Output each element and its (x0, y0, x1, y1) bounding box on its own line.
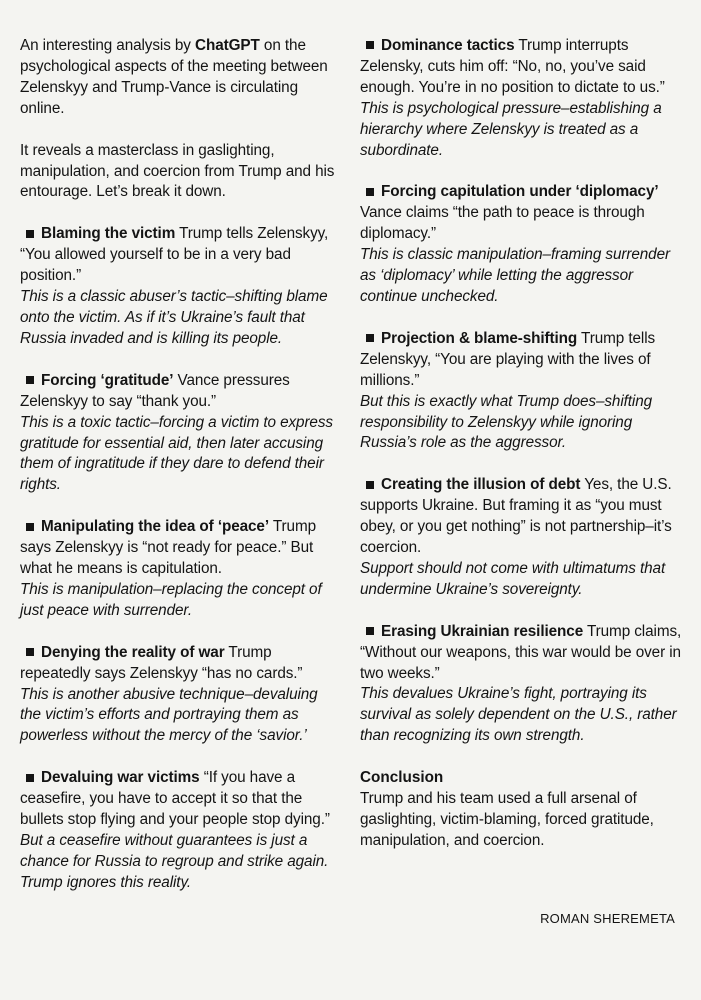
section-forcing-gratitude (20, 371, 342, 496)
section-quote: Trump tells Zelenskyy, “You allowed yourself to be in a very bad position.” (20, 225, 329, 285)
section-heading: Erasing Ukrainian resilience (381, 622, 584, 640)
section-projection (360, 329, 682, 454)
section-analysis: This is psychological pressure–establishing a hierarchy where Zelenskyy is treated as a subordinate. (360, 99, 662, 159)
intro-block-2 (20, 141, 342, 204)
section-analysis: This devalues Ukraine’s fight, portraying its survival as solely dependent on the U.S., rather than recognizing its own strength. (360, 685, 677, 745)
square-bullet-icon (366, 481, 374, 489)
section-heading: Projection & blame-shifting (381, 329, 578, 347)
section-heading: Manipulating the idea of ‘peace’ (41, 518, 269, 536)
section-quote: Trump tells Zelenskyy, “You are playing with the lives of millions.” (360, 329, 656, 389)
section-manipulating-peace (20, 517, 342, 622)
intro (20, 36, 342, 120)
intro-paragraph-2: It reveals a masterclass in gaslighting, manipulation, and coercion from Trump and his entourage. Let’s break it down. (20, 141, 335, 201)
section-heading: Dominance tactics (381, 37, 515, 54)
square-bullet-icon (26, 523, 34, 531)
section-blaming-victim (20, 224, 342, 349)
section-heading: Blaming the victim (41, 225, 176, 243)
square-bullet-icon (26, 230, 34, 238)
square-bullet-icon (26, 774, 34, 782)
right-column (360, 36, 682, 873)
section-quote: Trump claims, “Without our weapons, this war would be over in two weeks.” (360, 622, 682, 682)
section-analysis: This is a toxic tactic–forcing a victim to express gratitude for essential aid, then later accusing them of ingratitude if they dare to defend their rights. (20, 413, 333, 494)
section-analysis: This is a classic abuser’s tactic–shifting blame onto the victim. As if it’s Ukraine’s fault that Russia invaded and is killing its people. (20, 288, 328, 347)
section-heading: Creating the illusion of debt (381, 476, 581, 494)
conclusion-title: Conclusion (360, 769, 444, 787)
section-heading: Forcing ‘gratitude’ (41, 371, 174, 389)
section-analysis: But this is exactly what Trump does–shifting responsibility to Zelenskyy while ignoring Russia’s role as the aggressor. (360, 392, 653, 452)
section-quote: Vance pressures Zelenskyy to say “thank you.” (20, 371, 290, 410)
intro-paragraph-1: An interesting analysis by ChatGPT on the psychological aspects of the meeting between Zelenskyy and Trump-Vance is circulating online. (20, 37, 328, 117)
section-quote: Vance claims “the path to peace is through diplomacy.” (360, 204, 645, 243)
section-quote: Trump repeatedly says Zelenskyy “has no cards.” (20, 643, 303, 682)
section-quote: Yes, the U.S. supports Ukraine. But framing it as “you must obey, or you get nothing” is not partnership–it’s coercion. (360, 476, 672, 557)
square-bullet-icon (26, 376, 34, 384)
section-forcing-capitulation (360, 182, 682, 307)
section-heading: Forcing capitulation under ‘diplomacy’ (381, 183, 659, 201)
section-heading: Denying the reality of war (41, 643, 225, 661)
square-bullet-icon (366, 188, 374, 196)
left-column (20, 36, 342, 915)
square-bullet-icon (366, 41, 374, 49)
conclusion-text: Trump and his team used a full arsenal of gaslighting, victim-blaming, forced gratitude, manipulation, and coercion. (360, 790, 654, 849)
section-erasing-resilience (360, 622, 682, 747)
section-denying-reality (20, 643, 342, 748)
section-quote: Trump says Zelenskyy is “not ready for peace.” But what he means is capitulation. (20, 518, 317, 578)
section-heading: Devaluing war victims (41, 769, 200, 787)
section-analysis: Support should not come with ultimatums that undermine Ukraine’s sovereignty. (360, 559, 666, 598)
section-analysis: This is manipulation–replacing the concept of just peace with surrender. (20, 580, 322, 619)
section-illusion-debt (360, 475, 682, 600)
section-quote: “If you have a ceasefire, you have to accept it so that the bullets stop flying and your people stop dying.” (20, 769, 330, 829)
section-analysis: But a ceasefire without guarantees is just a chance for Russia to regroup and strike again. Trump ignores this reality. (20, 832, 329, 891)
section-quote: Trump interrupts Zelensky, cuts him off: “No, no, you’ve said enough. You’re in no position to dictate to us.” (360, 37, 665, 96)
section-dominance-tactics (360, 36, 682, 161)
conclusion (360, 768, 682, 852)
brand-chatgpt: ChatGPT (195, 37, 260, 54)
section-devaluing-victims (20, 768, 342, 893)
author-signature: ROMAN SHEREMETA (540, 911, 675, 926)
square-bullet-icon (366, 627, 374, 635)
square-bullet-icon (26, 648, 34, 656)
square-bullet-icon (366, 334, 374, 342)
section-analysis: This is another abusive technique–devaluing the victim’s efforts and portraying them as powerless without the mercy of the ‘savior.’ (20, 685, 318, 745)
section-analysis: This is classic manipulation–framing surrender as ‘diplomacy’ while letting the aggressor continue unchecked. (360, 246, 670, 305)
